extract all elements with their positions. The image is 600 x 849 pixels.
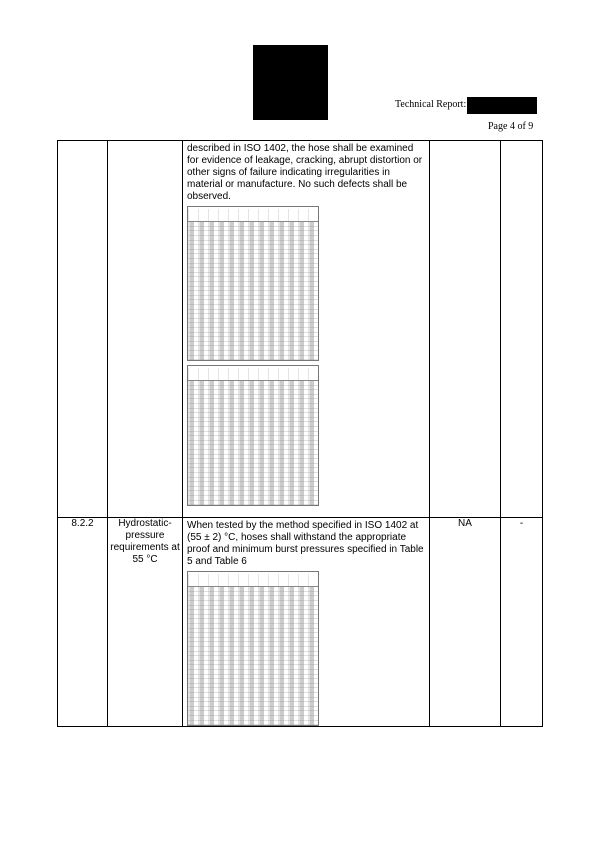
test-results-table (57, 140, 543, 727)
clause-number-cell (58, 141, 108, 518)
clause-number-cell (58, 518, 108, 727)
requirement-cell (183, 518, 430, 727)
pressure-table-image (187, 571, 319, 726)
requirement-text: described in ISO 1402, the hose shall be examined for evidence of leakage, cracking, abrupt distortion or other signs of failure indicating irregularities in material or manufacture. No such defects shall be observed. (187, 143, 423, 202)
report-number-redacted (467, 97, 537, 114)
remark-cell (501, 518, 543, 727)
report-number-line (395, 97, 537, 113)
verdict-cell (430, 518, 501, 727)
remark-cell (501, 141, 543, 518)
table-row (58, 141, 543, 518)
verdict-value: NA (458, 518, 472, 529)
pressure-table-image (187, 206, 319, 361)
clause-number: 8.2.2 (71, 518, 94, 529)
report-label: Technical Report: (395, 99, 467, 110)
verdict-cell (430, 141, 501, 518)
clause-title-cell (108, 141, 183, 518)
page-number: Page 4 of 9 (488, 121, 534, 132)
table-row (58, 518, 543, 727)
pressure-table-image (187, 365, 319, 506)
clause-title: Hydrostatic-pressure requirements at 55 °C (110, 518, 180, 565)
clause-title-cell (108, 518, 183, 727)
company-logo-redacted (253, 45, 328, 120)
requirement-text: When tested by the method specified in ISO 1402 at (55 ± 2) °C, hoses shall withstand the appropriate proof and minimum burst pressures specified in Table 5 and Table 6 (187, 520, 424, 567)
remark-value: - (519, 518, 524, 529)
requirement-cell (183, 141, 430, 518)
